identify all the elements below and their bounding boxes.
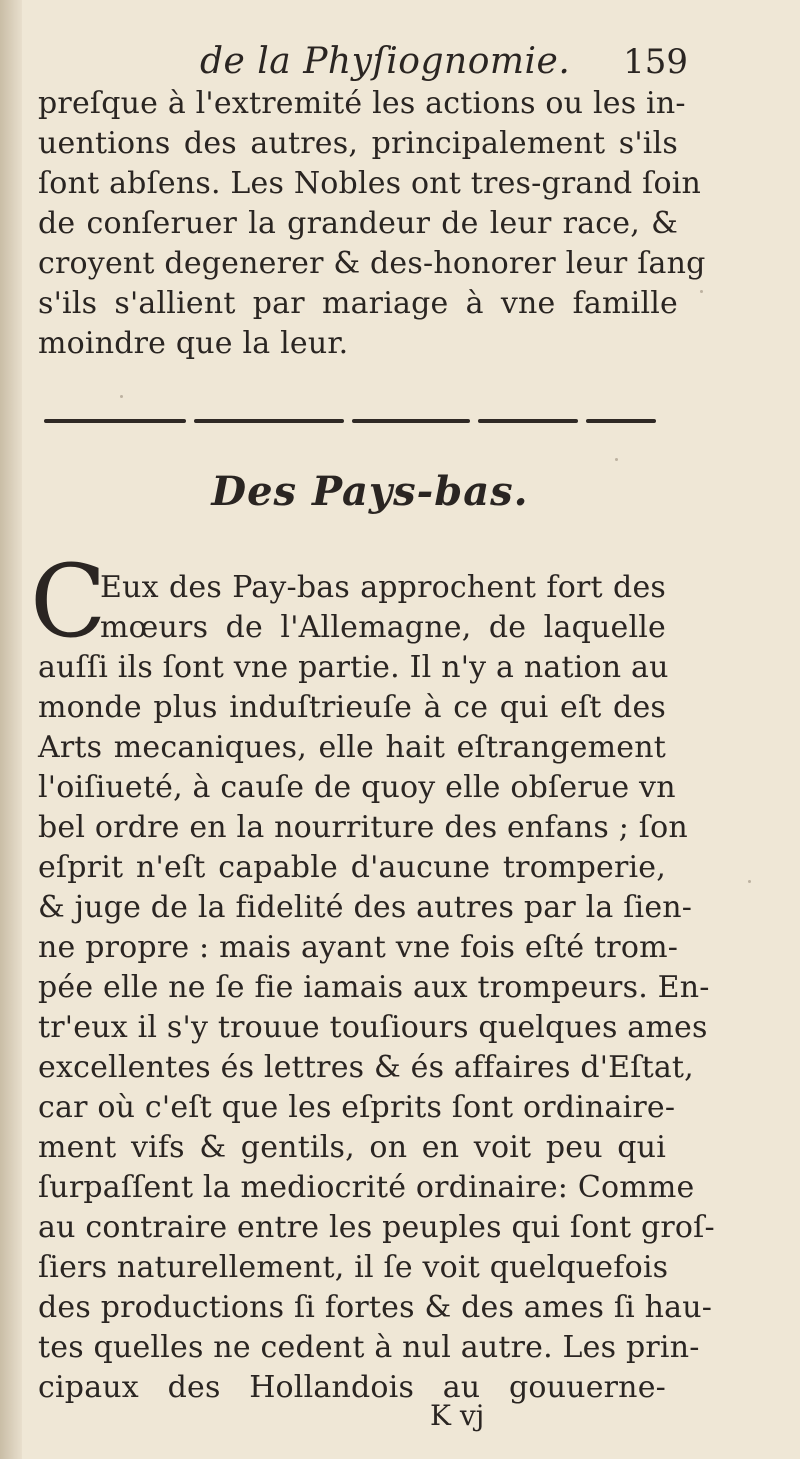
paper-speck	[120, 395, 123, 398]
rule-segment	[352, 419, 470, 423]
paper-speck	[700, 290, 703, 293]
text-line: uentions des autres, principalement s'ils	[38, 126, 678, 161]
page-gutter-shadow	[0, 0, 22, 1459]
text-line: Arts mecaniques, elle hait eſtrangement	[38, 730, 666, 765]
text-line: eſprit n'eſt capable d'aucune tromperie,	[38, 850, 666, 885]
text-line: mœurs de l'Allemagne, de laquelle	[100, 610, 666, 645]
running-title: de la Phyſiognomie.	[200, 41, 571, 82]
text-line: s'ils s'allient par mariage à vne famille	[38, 286, 678, 321]
paper-speck	[615, 458, 618, 461]
text-line: & juge de la fidelité des autres par la ſien-	[38, 890, 693, 925]
text-line: ſont abſens. Les Nobles ont tres-grand ſoin	[38, 166, 702, 201]
text-line: au contraire entre les peuples qui ſont groſ-	[38, 1210, 715, 1245]
text-line: monde plus induſtrieuſe à ce qui eſt des	[38, 690, 666, 725]
section-paragraph	[38, 648, 715, 1408]
text-line: ne propre : mais ayant vne fois eſté trom-	[38, 930, 679, 965]
text-line: de conſeruer la grandeur de leur race, &	[38, 206, 678, 241]
rule-segment	[478, 419, 578, 423]
text-line: tr'eux il s'y trouue touſiours quelques ames	[38, 1010, 708, 1045]
continued-paragraph	[38, 84, 706, 364]
text-line: Eux des Pay-bas approchent fort des	[100, 570, 666, 605]
text-line: pée elle ne ſe fie iamais aux trompeurs. En-	[38, 970, 710, 1005]
drop-cap: C	[30, 543, 107, 660]
rule-segment	[194, 419, 344, 423]
text-line: croyent degenerer & des-honorer leur ſang	[38, 246, 706, 281]
text-line: moindre que la leur.	[38, 326, 349, 361]
text-line: auſſi ils ſont vne partie. Il n'y a nation au	[38, 650, 669, 685]
section-title: Des Pays-bas.	[211, 468, 529, 515]
text-line: car où c'eſt que les eſprits ſont ordinaire-	[38, 1090, 676, 1125]
rule-segment	[44, 419, 186, 423]
text-line: l'oiſiueté, à cauſe de quoy elle obſerue vn	[38, 770, 676, 805]
section-opening-lines	[100, 568, 666, 648]
text-line: des productions ſi fortes & des ames ſi hau-	[38, 1290, 713, 1325]
signature-mark: K vj	[430, 1399, 485, 1432]
section-divider-rule	[44, 416, 656, 426]
text-line: excellentes és lettres & és affaires d'Eſtat,	[38, 1050, 694, 1085]
text-line: tes quelles ne cedent à nul autre. Les prin-	[38, 1330, 700, 1365]
text-line: cipaux des Hollandois au gouuerne-	[38, 1370, 666, 1405]
text-line: preſque à l'extremité les actions ou les in-	[38, 86, 686, 121]
paper-speck	[748, 880, 751, 883]
text-line: bel ordre en la nourriture des enfans ; ſon	[38, 810, 688, 845]
text-line: ſurpaſſent la mediocrité ordinaire: Comme	[38, 1170, 695, 1205]
page-number: 159	[623, 42, 688, 82]
text-line: ſiers naturellement, il ſe voit quelquefois	[38, 1250, 669, 1285]
text-line: ment vifs & gentils, on en voit peu qui	[38, 1130, 666, 1165]
running-head	[0, 38, 800, 88]
rule-segment	[586, 419, 656, 423]
